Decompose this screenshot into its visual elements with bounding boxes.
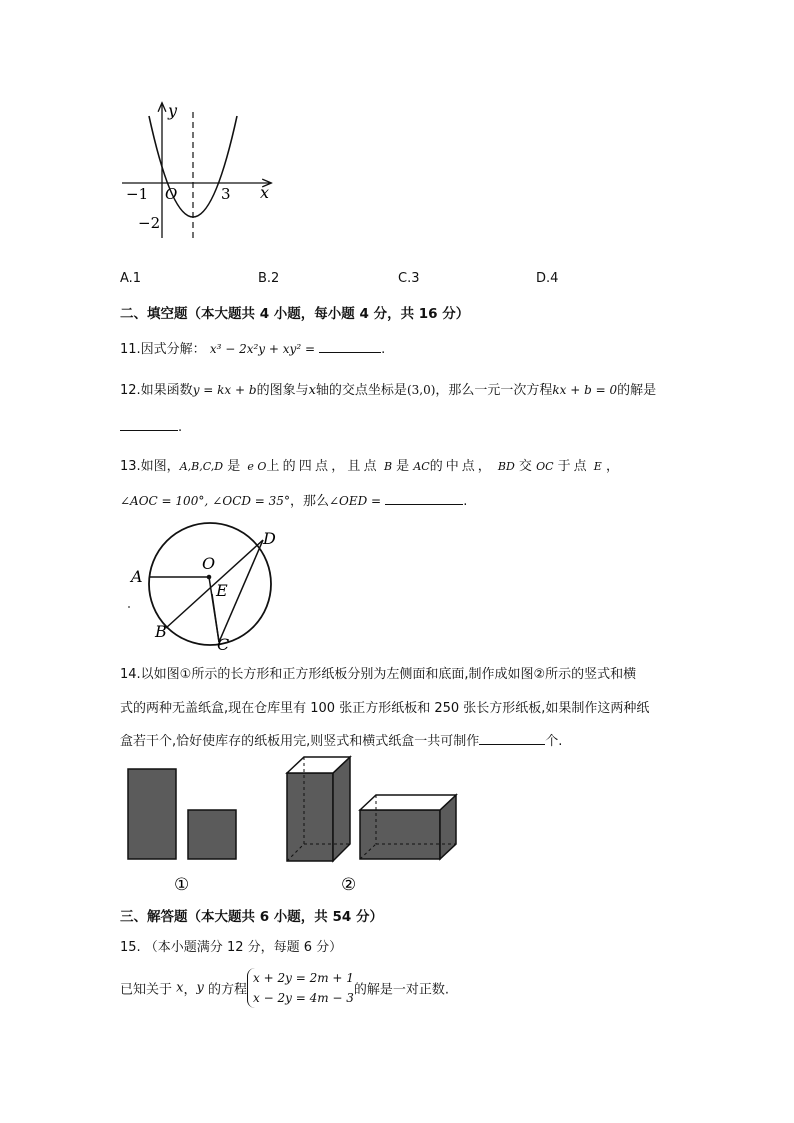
q13-text-h: ， (605, 459, 619, 474)
q12-text-b: 的图象与 (256, 383, 309, 398)
q11-blank (319, 338, 381, 353)
vertical-box (287, 757, 350, 861)
box-figures (120, 752, 465, 897)
question-14-line3 (120, 730, 562, 749)
choice-b: B.2 (258, 271, 280, 286)
equation-2: x − 2y = 4m − 3 (253, 991, 354, 1005)
label-o: O (202, 554, 216, 573)
choice-a: A.1 (120, 271, 142, 286)
q15-x: x (176, 980, 184, 996)
q13-points: A,B,C,D (179, 460, 224, 473)
q13-angle-oed: ∠OED = (328, 494, 382, 508)
q12-text-e: 的解是 (617, 383, 657, 398)
q15-text-c: 的解是一对正数. (353, 982, 450, 998)
q15-text-a: 已知关于 (120, 982, 173, 998)
q13-text-f: 交 (518, 459, 532, 474)
label-3: 3 (221, 185, 231, 203)
q12-eq: kx + b = 0 (552, 383, 618, 397)
question-11 (120, 338, 385, 357)
question-15-title: 15. （本小题满分 12 分，每题 6 分） (120, 940, 343, 955)
section-2-title: 二、填空题（本大题共 4 小题，每小题 4 分，共 16 分） (120, 306, 470, 322)
label-d: D (263, 529, 276, 548)
q13-text-g: 于点 (557, 459, 590, 474)
question-15-body (120, 968, 449, 1008)
horizontal-box (360, 795, 456, 859)
q13-point-e: E (593, 460, 602, 473)
q12-point: (3,0) (406, 383, 436, 397)
q13-bd: BD (497, 460, 515, 473)
q13-text-then: ，那么 (289, 494, 329, 509)
label-neg1: −1 (126, 185, 149, 203)
q12-text-d: ，那么一元一次方程 (435, 383, 553, 398)
q14-text-b: 个. (545, 734, 563, 749)
label-b: B (155, 622, 167, 641)
q12-end: . (178, 420, 183, 435)
q13-blank (385, 490, 463, 505)
choice-c: C.3 (398, 271, 420, 286)
q13-text-a: 13.如图， (120, 459, 180, 474)
q11-end: . (381, 342, 386, 357)
equation-1: x + 2y = 2m + 1 (253, 971, 354, 985)
square-board (188, 810, 236, 859)
q13-arc: AC (413, 460, 430, 473)
question-13-line2 (120, 490, 467, 509)
stray-dot (128, 606, 130, 608)
label-neg2: −2 (138, 214, 161, 232)
label-c: C (217, 635, 230, 654)
q12-xvar: x (308, 383, 316, 398)
q12-text-a: 12.如果函数 (120, 383, 193, 398)
question-13 (120, 455, 619, 474)
q12-blank (120, 416, 178, 431)
q15-y: y (196, 980, 204, 996)
q13-text-e: 的中点， (429, 459, 494, 474)
x-label: x (260, 183, 270, 202)
figure-1-label: ① (174, 875, 190, 895)
q12-func: y = kx + b (192, 383, 257, 397)
q15-text-b: 的方程 (208, 982, 248, 998)
q13-point-b: B (383, 460, 393, 473)
q13-text-c: 上的四点，且点 (266, 459, 380, 474)
label-e: E (216, 581, 228, 600)
question-12 (120, 379, 656, 398)
figure-2-label: ② (341, 875, 357, 895)
q11-prefix: 11.因式分解： (120, 342, 206, 357)
question-14-line2: 式的两种无盖纸盒,现在仓库里有 100 张正方形纸板和 250 张长方形纸板,如果制作这两种纸 (120, 701, 650, 716)
q13-text-b: 是 (227, 459, 244, 474)
question-14-line1: 14.以如图①所示的长方形和正方形纸板分别为左侧面和底面,制作成如图②所示的竖式和横 (120, 667, 637, 682)
q13-oc: OC (536, 460, 554, 473)
q11-expr: x³ − 2x²y + xy² = (209, 342, 315, 356)
equation-system (247, 968, 354, 1008)
question-12-line2 (120, 416, 182, 435)
q13-end: . (463, 494, 468, 509)
choice-d: D.4 (536, 271, 559, 286)
circle-figure (120, 520, 290, 655)
rectangle-board (128, 769, 176, 859)
q13-angle-aoc: ∠AOC = 100°, (120, 494, 209, 508)
q13-text-d: 是 (396, 459, 410, 474)
center-dot (207, 575, 212, 580)
label-a: A (131, 567, 143, 586)
q15-comma: ， (183, 982, 197, 998)
q13-circle: e O (247, 460, 267, 473)
q12-text-c: 轴的交点坐标是 (315, 383, 407, 398)
section-3-title: 三、解答题（本大题共 6 小题，共 54 分） (120, 909, 383, 925)
q13-angle-ocd: ∠OCD = 35° (212, 494, 290, 508)
q14-text-a: 盒若干个,恰好使库存的纸板用完,则竖式和横式纸盒一共可制作 (120, 734, 480, 749)
y-label: y (168, 101, 178, 120)
parabola-graph (118, 98, 278, 243)
label-origin: O (165, 185, 178, 203)
q14-blank (479, 730, 545, 745)
